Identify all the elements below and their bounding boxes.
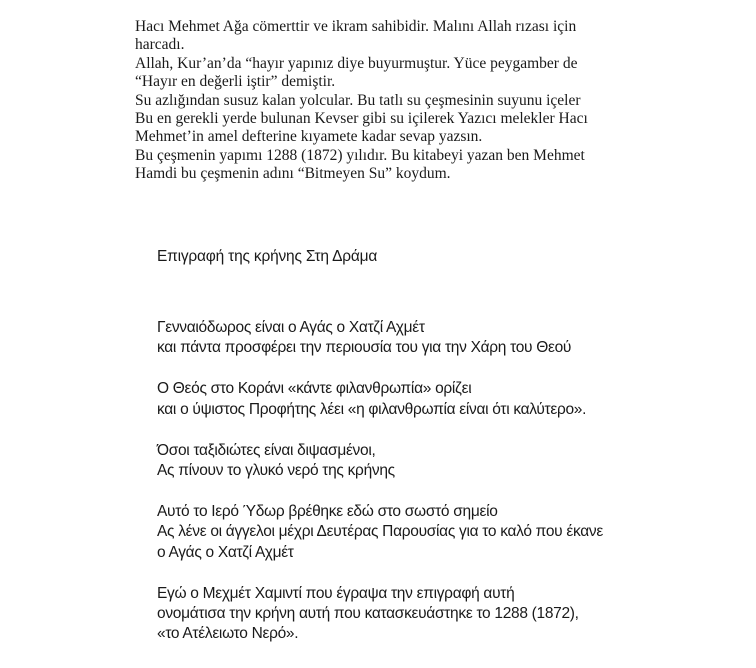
greek-stanza [157,379,717,419]
turkish-line: Bu en gerekli yerde bulunan Kevser gibi su içilerek Yazıcı melekler Hacı [135,110,588,128]
cropped-text-fragment [250,0,570,4]
turkish-line: Bu çeşmenin yapımı 1288 (1872) yılıdır. Bu kitabeyi yazan ben Mehmet [135,146,585,164]
greek-stanza [157,441,717,481]
greek-line: και πάντα προσφέρει την περιουσία του για την Χάρη του Θεού [157,339,572,357]
turkish-line: Hamdi bu çeşmenin adını “Bitmeyen Su” koydum. [135,165,451,183]
turkish-line: “Hayır en değerli iştir” demiştir. [135,73,336,91]
greek-stanza [157,502,717,563]
greek-inscription-title: Επιγραφή της κρήνης Στη Δράμα [157,248,378,265]
greek-line: Όσοι ταξιδιώτες είναι διψασμένοι, [157,441,376,459]
turkish-line: Allah, Kur’an’da “hayır yapınız diye buyurmuştur. Yüce peygamber de [135,54,578,72]
turkish-line: Su azlığından susuz kalan yolcular. Bu tatlı su çeşmesinin suyunu içeler [135,91,581,109]
greek-line: ο Αγάς ο Χατζί Αχμέτ [157,543,294,561]
greek-line: Ο Θεός στο Κοράνι «κάντε φιλανθρωπία» ορίζει [157,380,472,398]
greek-line: Εγώ ο Μεχμέτ Χαμιντί που έγραψα την επιγραφή αυτή [157,584,515,602]
greek-stanza [157,584,717,645]
greek-line: Ας λένε οι άγγελοι μέχρι Δευτέρας Παρουσίας για το καλό που έκανε [157,523,603,541]
greek-line: και ο ύψιστος Προφήτης λέει «η φιλανθρωπία είναι ότι καλύτερο». [157,400,587,418]
greek-inscription-text [157,318,717,665]
greek-line: «το Ατέλειωτο Νερό». [157,625,299,643]
turkish-inscription-text [135,18,735,184]
turkish-line: harcadı. [135,36,185,54]
turkish-line: Hacı Mehmet Ağa cömerttir ve ikram sahibidir. Malını Allah rızası için [135,18,577,35]
greek-line: Γενναιόδωρος είναι ο Αγάς ο Χατζί Αχμέτ [157,319,425,336]
greek-line: Ας πίνουν το γλυκό νερό της κρήνης [157,462,395,480]
greek-line: ονομάτισα την κρήνη αυτή που κατασκευάστηκε το 1288 (1872), [157,605,579,623]
greek-stanza [157,318,717,358]
greek-line: Αυτό το Ιερό Ύδωρ βρέθηκε εδώ στο σωστό σημείο [157,503,498,521]
turkish-line: Mehmet’in amel defterine kıyamete kadar sevap yazsın. [135,128,483,146]
